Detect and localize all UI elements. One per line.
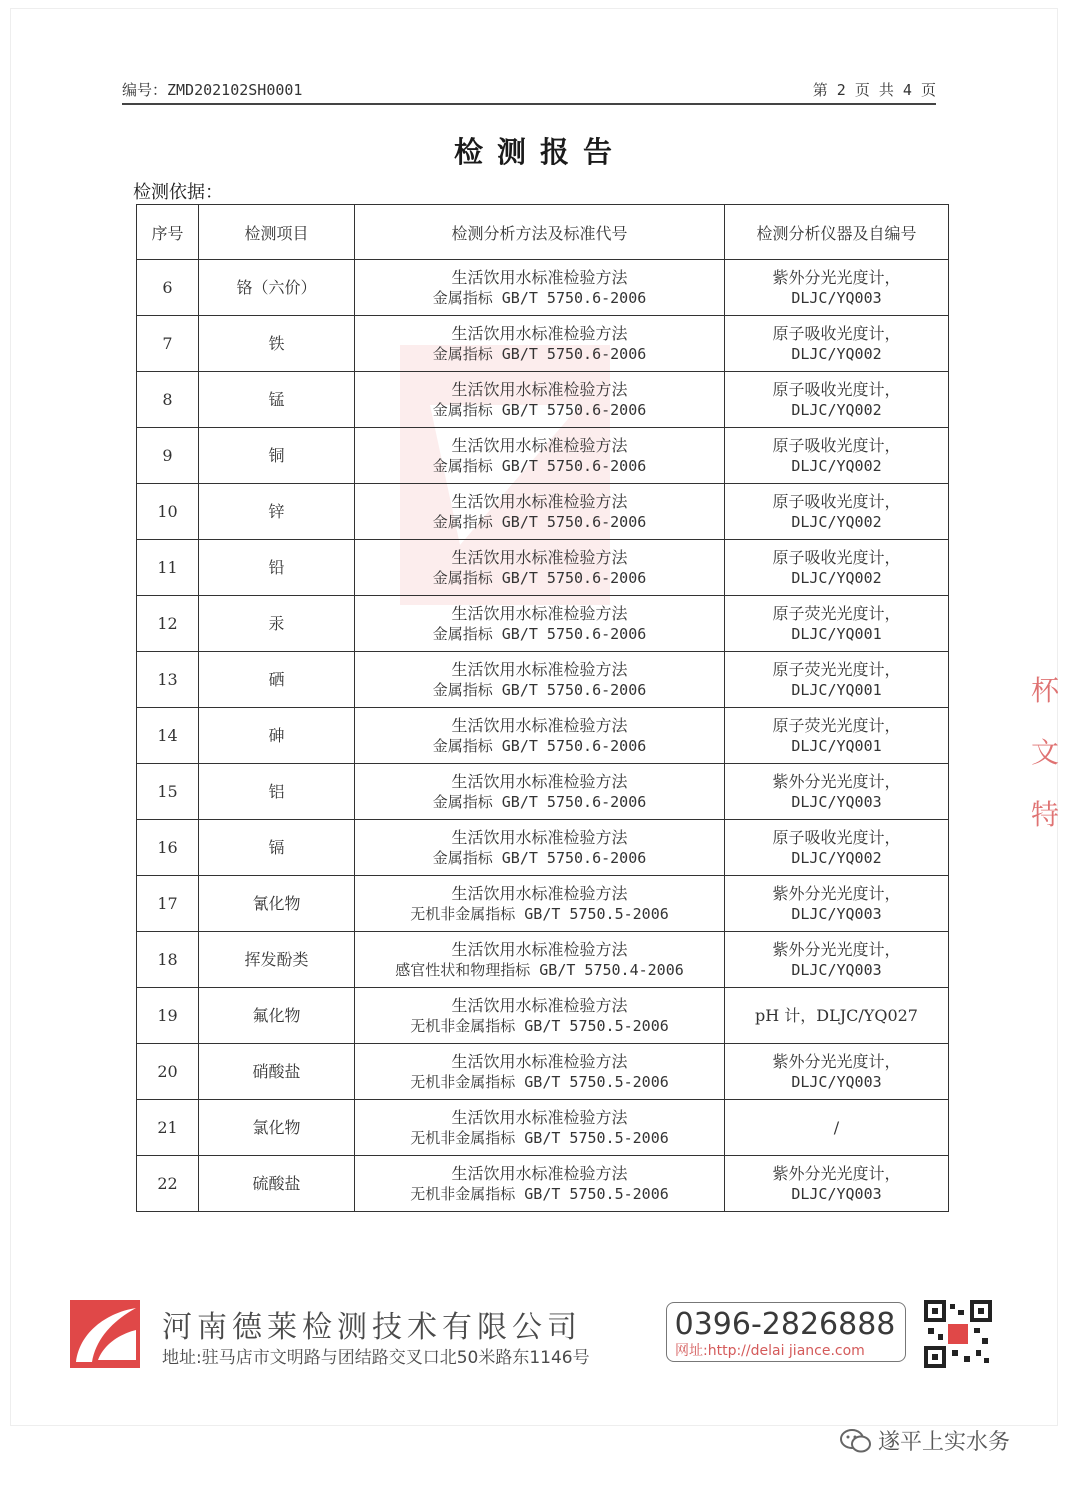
table-row <box>137 876 949 932</box>
test-item-cell <box>199 428 355 484</box>
instrument-cell-line: 紫外分光光度计， <box>772 939 901 959</box>
account-name: 遂平上实水务 <box>878 1430 1011 1455</box>
method-cell <box>355 988 725 1044</box>
method-cell-line: 金属指标 GB/T 5750.6-2006 <box>432 512 647 531</box>
row-number-cell <box>137 876 199 932</box>
instrument-cell-line: 原子荧光光度计， <box>772 603 901 623</box>
method-cell-line: 无机非金属指标 GB/T 5750.5-2006 <box>410 1072 669 1091</box>
company-address: 地址:驻马店市文明路与团结路交叉口北50米路东1146号 <box>162 1348 590 1368</box>
test-item-cell <box>199 988 355 1044</box>
table-row <box>137 596 949 652</box>
row-number-cell-line: 22 <box>157 1174 178 1193</box>
row-number-cell-line: 12 <box>157 614 178 633</box>
method-cell-line: 金属指标 GB/T 5750.6-2006 <box>432 568 647 587</box>
test-item-cell <box>199 764 355 820</box>
instrument-cell-line: DLJC/YQ003 <box>791 904 882 923</box>
instrument-cell-line: pH 计，DLJC/YQ027 <box>754 1006 918 1025</box>
instrument-cell <box>725 820 949 876</box>
test-item-cell-line: 铬（六价） <box>236 278 317 297</box>
method-cell-line: 生活饮用水标准检验方法 <box>451 1163 628 1183</box>
test-basis-table <box>136 204 949 1212</box>
instrument-cell-line: DLJC/YQ003 <box>791 1184 882 1203</box>
table-row <box>137 1156 949 1212</box>
qr-code-icon <box>924 1300 992 1368</box>
instrument-cell-line: DLJC/YQ001 <box>791 736 882 755</box>
test-item-cell-line: 硒 <box>268 670 285 689</box>
table-row <box>137 1100 949 1156</box>
method-cell-line: 金属指标 GB/T 5750.6-2006 <box>432 680 647 699</box>
instrument-cell <box>725 876 949 932</box>
row-number-cell-line: 21 <box>157 1118 178 1137</box>
method-cell-line: 生活饮用水标准检验方法 <box>451 435 628 455</box>
test-item-cell <box>199 1044 355 1100</box>
row-number-cell <box>137 932 199 988</box>
test-item-cell-line: 氟化物 <box>252 1006 301 1025</box>
method-cell-line: 金属指标 GB/T 5750.6-2006 <box>432 736 647 755</box>
table-row <box>137 428 949 484</box>
row-number-cell <box>137 428 199 484</box>
company-name: 河南德莱检测技术有限公司 <box>162 1310 582 1345</box>
instrument-cell <box>725 1044 949 1100</box>
method-cell-line: 金属指标 GB/T 5750.6-2006 <box>432 456 647 475</box>
instrument-cell <box>725 540 949 596</box>
table-row <box>137 932 949 988</box>
instrument-cell-line: DLJC/YQ001 <box>791 624 882 643</box>
method-cell <box>355 1100 725 1156</box>
instrument-cell <box>725 484 949 540</box>
instrument-cell-line: 紫外分光光度计， <box>772 771 901 791</box>
method-cell-line: 金属指标 GB/T 5750.6-2006 <box>432 792 647 811</box>
instrument-cell-line: 原子荧光光度计， <box>772 715 901 735</box>
row-number-cell <box>137 1044 199 1100</box>
instrument-cell-line: 紫外分光光度计， <box>772 1051 901 1071</box>
test-item-cell <box>199 652 355 708</box>
instrument-cell-line: 原子吸收光度计， <box>772 379 901 399</box>
table-row <box>137 540 949 596</box>
method-cell-line: 无机非金属指标 GB/T 5750.5-2006 <box>410 1016 669 1035</box>
instrument-cell-line: DLJC/YQ002 <box>791 344 882 363</box>
table-row <box>137 372 949 428</box>
instrument-cell-line: DLJC/YQ002 <box>791 568 882 587</box>
table-row <box>137 820 949 876</box>
row-number-cell-line: 15 <box>157 782 178 801</box>
test-item-cell-line: 铝 <box>268 782 285 801</box>
table-row <box>137 484 949 540</box>
test-item-cell-line: 铜 <box>268 446 285 465</box>
test-item-cell-line: 氯化物 <box>252 1118 301 1137</box>
wechat-icon <box>840 1428 872 1454</box>
report-title: 检测报告 <box>453 135 626 169</box>
method-cell-line: 生活饮用水标准检验方法 <box>451 491 628 511</box>
row-number-cell-line: 13 <box>157 670 178 689</box>
instrument-cell-line: DLJC/YQ003 <box>791 288 882 307</box>
test-item-cell <box>199 932 355 988</box>
method-cell <box>355 540 725 596</box>
test-item-cell-line: 硝酸盐 <box>252 1062 301 1081</box>
method-cell-line: 生活饮用水标准检验方法 <box>451 883 628 903</box>
col-header-method: 检测分析方法及标准代号 <box>355 205 725 260</box>
test-item-cell <box>199 1100 355 1156</box>
method-cell-line: 无机非金属指标 GB/T 5750.5-2006 <box>410 1128 669 1147</box>
method-cell-line: 生活饮用水标准检验方法 <box>451 379 628 399</box>
method-cell <box>355 652 725 708</box>
method-cell-line: 金属指标 GB/T 5750.6-2006 <box>432 624 647 643</box>
instrument-cell-line: 紫外分光光度计， <box>772 883 901 903</box>
row-number-cell <box>137 596 199 652</box>
row-number-cell-line: 16 <box>157 838 178 857</box>
basis-label: 检测依据： <box>133 182 223 203</box>
row-number-cell <box>137 260 199 316</box>
test-item-cell <box>199 820 355 876</box>
method-cell-line: 生活饮用水标准检验方法 <box>451 547 628 567</box>
test-item-cell-line: 汞 <box>268 614 285 633</box>
test-item-cell <box>199 1156 355 1212</box>
report-header <box>122 76 936 105</box>
row-number-cell-line: 10 <box>157 502 178 521</box>
table-header-row <box>137 205 949 260</box>
method-cell-line: 金属指标 GB/T 5750.6-2006 <box>432 848 647 867</box>
instrument-cell-line: / <box>833 1118 840 1137</box>
test-item-cell <box>199 484 355 540</box>
col-header-instrument: 检测分析仪器及自编号 <box>725 205 949 260</box>
row-number-cell <box>137 372 199 428</box>
method-cell-line: 感官性状和物理指标 GB/T 5750.4-2006 <box>395 960 684 979</box>
instrument-cell-line: 原子吸收光度计， <box>772 491 901 511</box>
table-row <box>137 988 949 1044</box>
instrument-cell-line: 紫外分光光度计， <box>772 1163 901 1183</box>
row-number-cell <box>137 988 199 1044</box>
method-cell-line: 生活饮用水标准检验方法 <box>451 1107 628 1127</box>
row-number-cell-line: 6 <box>162 278 173 297</box>
method-cell-line: 生活饮用水标准检验方法 <box>451 715 628 735</box>
row-number-cell <box>137 1156 199 1212</box>
method-cell <box>355 316 725 372</box>
method-cell-line: 金属指标 GB/T 5750.6-2006 <box>432 344 647 363</box>
instrument-cell-line: 紫外分光光度计， <box>772 267 901 287</box>
instrument-cell <box>725 708 949 764</box>
method-cell-line: 生活饮用水标准检验方法 <box>451 323 628 343</box>
table-row <box>137 764 949 820</box>
row-number-cell <box>137 708 199 764</box>
instrument-cell <box>725 596 949 652</box>
instrument-cell <box>725 1100 949 1156</box>
table-row <box>137 1044 949 1100</box>
instrument-cell-line: 原子吸收光度计， <box>772 827 901 847</box>
method-cell <box>355 1044 725 1100</box>
method-cell <box>355 1156 725 1212</box>
col-header-item: 检测项目 <box>199 205 355 260</box>
instrument-cell-line: DLJC/YQ001 <box>791 680 882 699</box>
method-cell-line: 无机非金属指标 GB/T 5750.5-2006 <box>410 1184 669 1203</box>
seal-char: 特 <box>1030 798 1059 831</box>
test-item-cell-line: 氰化物 <box>252 894 301 913</box>
instrument-cell-line: DLJC/YQ002 <box>791 512 882 531</box>
instrument-cell-line: DLJC/YQ002 <box>791 400 882 419</box>
test-item-cell <box>199 876 355 932</box>
side-seal-stamp <box>1030 660 1060 860</box>
method-cell <box>355 820 725 876</box>
page-info: 第 2 页 共 4 页 <box>812 81 936 99</box>
test-item-cell-line: 挥发酚类 <box>244 950 309 969</box>
method-cell <box>355 428 725 484</box>
method-cell-line: 生活饮用水标准检验方法 <box>451 1051 628 1071</box>
test-item-cell-line: 铅 <box>268 558 285 577</box>
row-number-cell <box>137 820 199 876</box>
method-cell <box>355 764 725 820</box>
method-cell-line: 生活饮用水标准检验方法 <box>451 939 628 959</box>
test-item-cell <box>199 708 355 764</box>
test-item-cell <box>199 540 355 596</box>
method-cell-line: 生活饮用水标准检验方法 <box>451 659 628 679</box>
table-row <box>137 652 949 708</box>
test-item-cell <box>199 372 355 428</box>
method-cell-line: 生活饮用水标准检验方法 <box>451 827 628 847</box>
instrument-cell <box>725 764 949 820</box>
row-number-cell-line: 9 <box>162 446 173 465</box>
instrument-cell-line: DLJC/YQ003 <box>791 960 882 979</box>
seal-char: 文 <box>1030 736 1059 769</box>
instrument-cell-line: DLJC/YQ002 <box>791 848 882 867</box>
test-item-cell-line: 锰 <box>268 390 285 409</box>
method-cell <box>355 596 725 652</box>
method-cell-line: 生活饮用水标准检验方法 <box>451 267 628 287</box>
instrument-cell <box>725 1156 949 1212</box>
wechat-account-label <box>840 1425 1010 1456</box>
instrument-cell <box>725 428 949 484</box>
instrument-cell-line: DLJC/YQ002 <box>791 456 882 475</box>
table-row <box>137 708 949 764</box>
row-number-cell <box>137 540 199 596</box>
instrument-cell-line: 原子吸收光度计， <box>772 323 901 343</box>
method-cell-line: 金属指标 GB/T 5750.6-2006 <box>432 288 647 307</box>
method-cell <box>355 372 725 428</box>
row-number-cell-line: 7 <box>162 334 173 353</box>
instrument-cell-line: 原子荧光光度计， <box>772 659 901 679</box>
method-cell <box>355 260 725 316</box>
instrument-cell <box>725 316 949 372</box>
test-item-cell-line: 硫酸盐 <box>252 1174 301 1193</box>
phone-number: 0396-2826888 <box>674 1307 896 1342</box>
method-cell <box>355 484 725 540</box>
row-number-cell <box>137 1100 199 1156</box>
method-cell <box>355 708 725 764</box>
method-cell-line: 生活饮用水标准检验方法 <box>451 771 628 791</box>
seal-char: 杯 <box>1030 674 1059 707</box>
company-footer <box>70 1296 1000 1376</box>
method-cell-line: 无机非金属指标 GB/T 5750.5-2006 <box>410 904 669 923</box>
contact-box <box>666 1302 906 1362</box>
instrument-cell <box>725 932 949 988</box>
col-header-no: 序号 <box>137 205 199 260</box>
test-item-cell-line: 锌 <box>268 502 285 521</box>
test-item-cell <box>199 316 355 372</box>
instrument-cell <box>725 372 949 428</box>
row-number-cell-line: 14 <box>157 726 178 745</box>
row-number-cell-line: 8 <box>162 390 173 409</box>
instrument-cell-line: DLJC/YQ003 <box>791 792 882 811</box>
delai-logo-icon <box>70 1300 140 1368</box>
method-cell-line: 生活饮用水标准检验方法 <box>451 603 628 623</box>
method-cell-line: 生活饮用水标准检验方法 <box>451 995 628 1015</box>
row-number-cell-line: 17 <box>157 894 178 913</box>
row-number-cell <box>137 764 199 820</box>
row-number-cell <box>137 316 199 372</box>
instrument-cell-line: 原子吸收光度计， <box>772 547 901 567</box>
method-cell <box>355 932 725 988</box>
test-item-cell-line: 镉 <box>268 838 285 857</box>
test-item-cell-line: 铁 <box>268 334 285 353</box>
instrument-cell-line: 原子吸收光度计， <box>772 435 901 455</box>
method-cell-line: 金属指标 GB/T 5750.6-2006 <box>432 400 647 419</box>
instrument-cell <box>725 652 949 708</box>
row-number-cell-line: 20 <box>157 1062 178 1081</box>
row-number-cell-line: 19 <box>157 1006 178 1025</box>
test-item-cell <box>199 260 355 316</box>
method-cell <box>355 876 725 932</box>
row-number-cell <box>137 484 199 540</box>
instrument-cell <box>725 988 949 1044</box>
instrument-cell-line: DLJC/YQ003 <box>791 1072 882 1091</box>
report-number: 编号：ZMD202102SH0001 <box>122 81 303 99</box>
table-row <box>137 316 949 372</box>
row-number-cell-line: 18 <box>157 950 178 969</box>
row-number-cell <box>137 652 199 708</box>
website-link[interactable]: 网址:http://delai jiance.com <box>675 1343 865 1359</box>
table-row <box>137 260 949 316</box>
test-item-cell-line: 砷 <box>268 726 285 745</box>
test-item-cell <box>199 596 355 652</box>
instrument-cell <box>725 260 949 316</box>
row-number-cell-line: 11 <box>157 558 178 577</box>
